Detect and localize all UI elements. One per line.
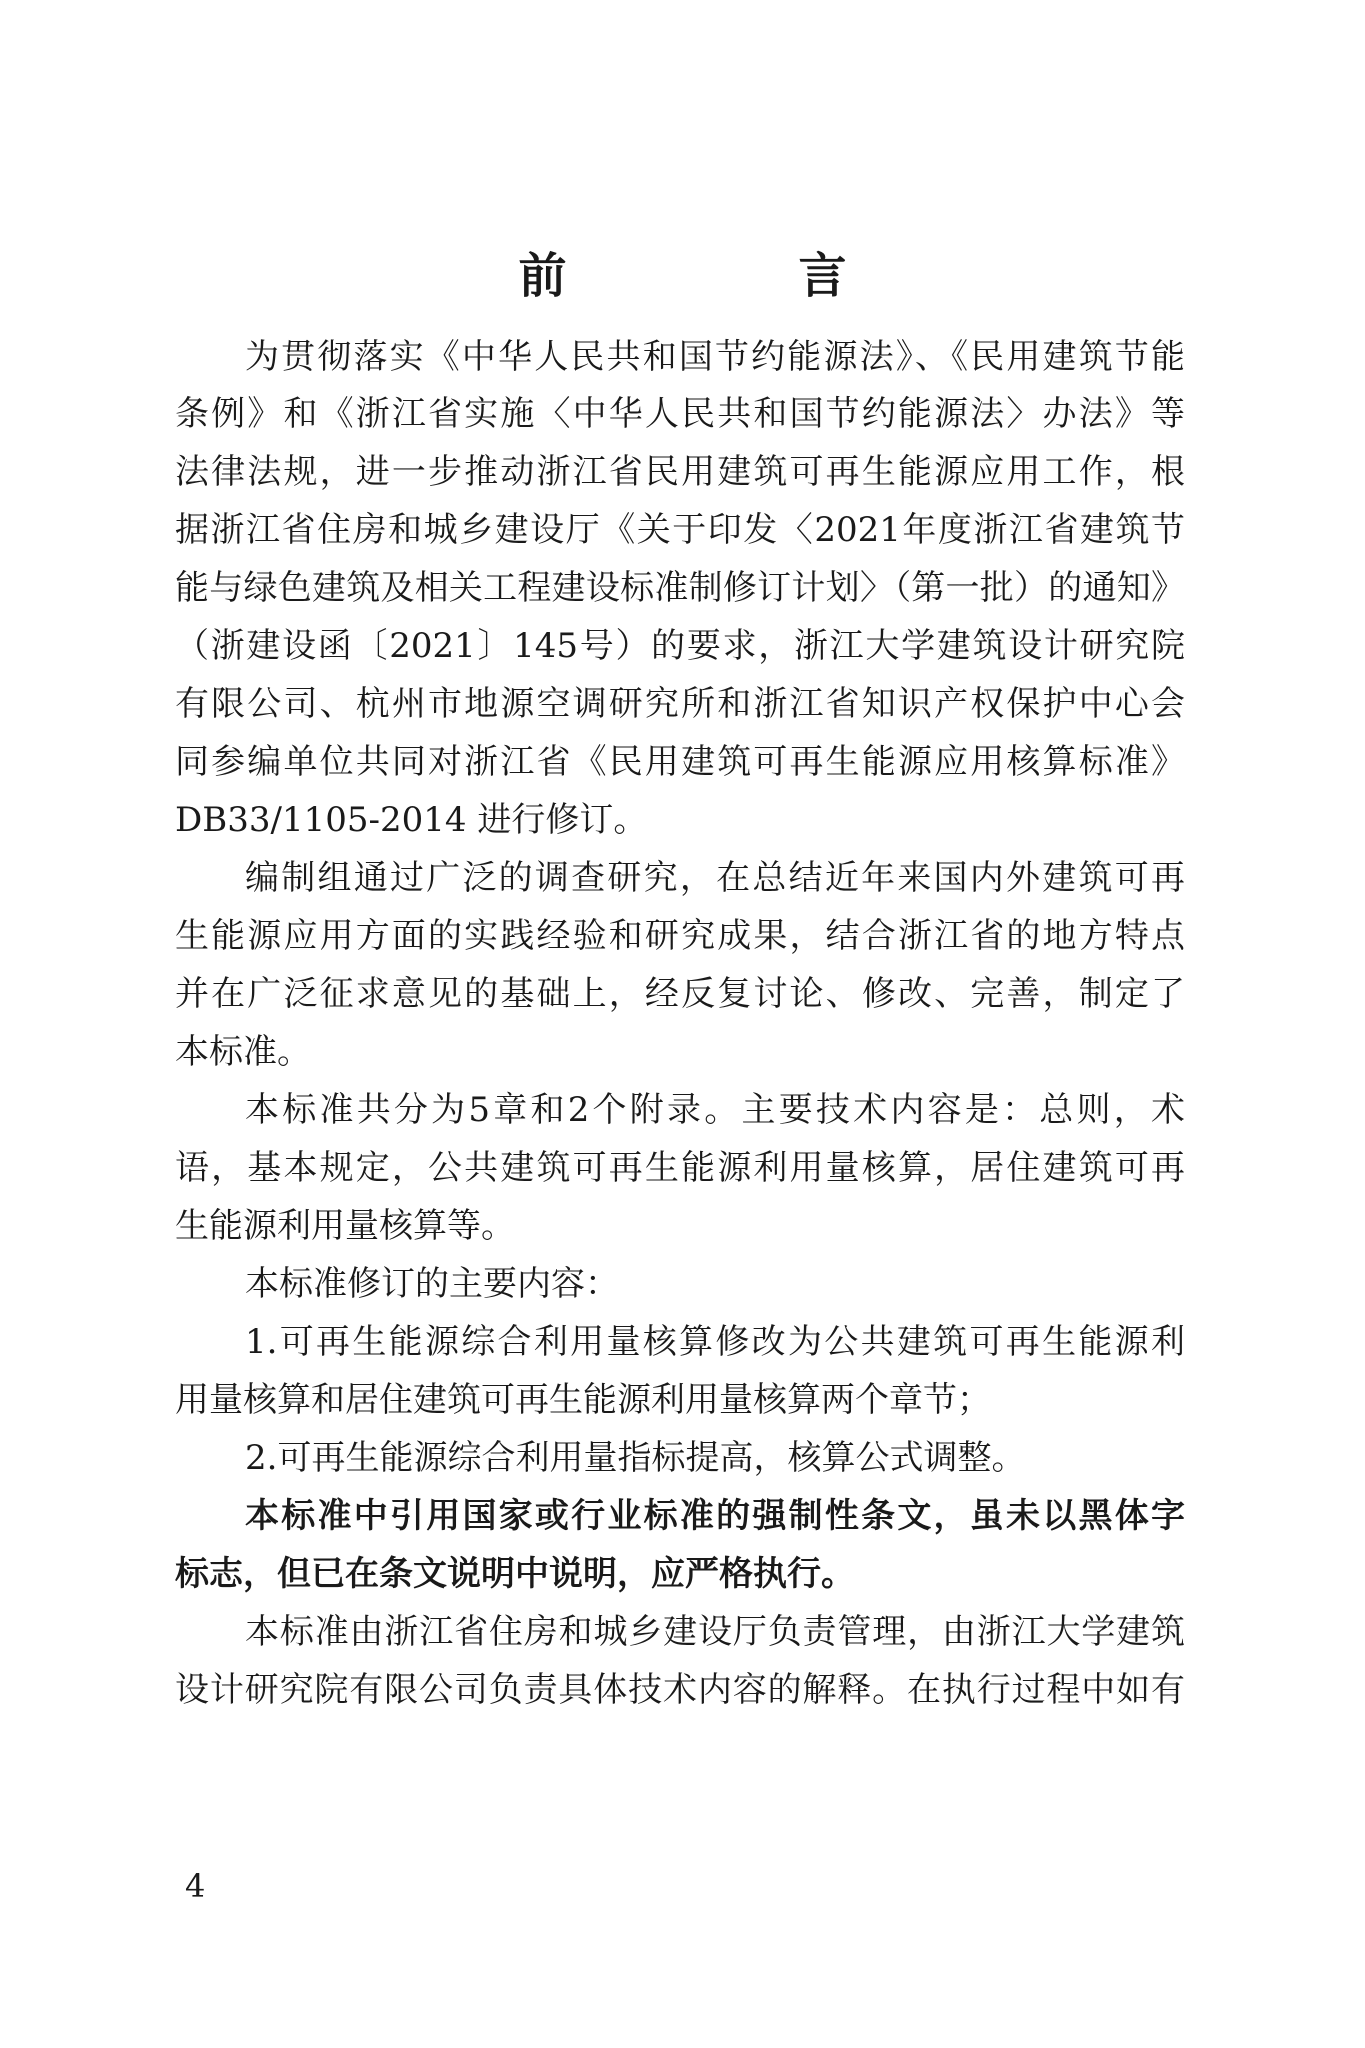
body-line: 本标准修订的主要内容： — [245, 1264, 619, 1304]
body-line: 用量核算和居住建筑可再生能源利用量核算两个章节； — [175, 1380, 991, 1420]
body-line: 有限公司、杭州市地源空调研究所和浙江省知识产权保护中心会 — [175, 684, 1185, 724]
body-line: （浙建设函〔2021〕145号）的要求，浙江大学建筑设计研究院 — [175, 626, 1185, 666]
body-line: 生能源应用方面的实践经验和研究成果，结合浙江省的地方特点 — [175, 916, 1185, 956]
body-line: 同参编单位共同对浙江省《民用建筑可再生能源应用核算标准》 — [175, 742, 1185, 782]
body-line: 本标准共分为5章和2个附录。主要技术内容是：总则，术 — [245, 1090, 1185, 1130]
bold-notice-line: 标志，但已在条文说明中说明，应严格执行。 — [175, 1554, 855, 1594]
body-line: 语，基本规定，公共建筑可再生能源利用量核算，居住建筑可再 — [175, 1148, 1185, 1188]
body-line: 2.可再生能源综合利用量指标提高，核算公式调整。 — [245, 1438, 1026, 1478]
body-line: 设计研究院有限公司负责具体技术内容的解释。在执行过程中如有 — [175, 1670, 1185, 1710]
page-number: 4 — [185, 1867, 206, 1905]
page-title: 前 言 — [518, 248, 939, 304]
bold-notice-line: 本标准中引用国家或行业标准的强制性条文，虽未以黑体字 — [245, 1496, 1185, 1536]
body-line: DB33/1105-2014 进行修订。 — [175, 800, 648, 840]
body-line: 生能源利用量核算等。 — [175, 1206, 515, 1246]
body-line: 据浙江省住房和城乡建设厅《关于印发〈2021年度浙江省建筑节 — [175, 510, 1185, 550]
body-line: 为贯彻落实《中华人民共和国节约能源法》、《民用建筑节能 — [245, 337, 1185, 377]
body-line: 并在广泛征求意见的基础上，经反复讨论、修改、完善，制定了 — [175, 974, 1185, 1014]
body-line: 能与绿色建筑及相关工程建设标准制修订计划〉（第一批）的通知》 — [175, 568, 1185, 608]
body-line: 法律法规，进一步推动浙江省民用建筑可再生能源应用工作，根 — [175, 452, 1185, 492]
body-line: 本标准由浙江省住房和城乡建设厅负责管理，由浙江大学建筑 — [245, 1612, 1185, 1652]
body-line: 编制组通过广泛的调查研究，在总结近年来国内外建筑可再 — [245, 858, 1185, 898]
body-line: 条例》和《浙江省实施〈中华人民共和国节约能源法〉办法》等 — [175, 394, 1185, 434]
body-line: 1.可再生能源综合利用量核算修改为公共建筑可再生能源利 — [245, 1322, 1185, 1362]
body-line: 本标准。 — [175, 1032, 311, 1072]
